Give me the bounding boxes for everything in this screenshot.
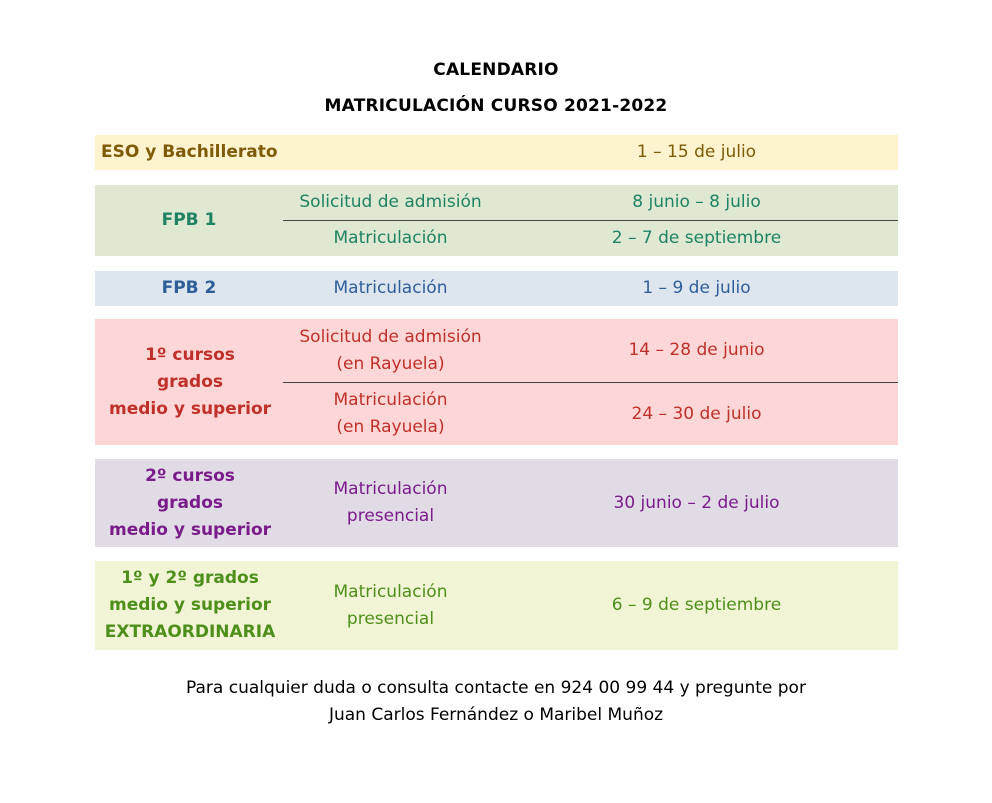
- grados2-date: 30 junio – 2 de julio: [613, 492, 780, 513]
- footer-line: Juan Carlos Fernández o Maribel Muñoz: [328, 705, 664, 725]
- contact-footer: [0, 675, 992, 729]
- grados1-label-admision: [283, 319, 498, 382]
- extra-label: [283, 561, 498, 650]
- row-grados-segundo-curso: [95, 459, 898, 547]
- label-line: (en Rayuela): [336, 353, 445, 374]
- row-eso-bachillerato: [95, 135, 898, 170]
- label-line: Matriculación: [333, 390, 448, 410]
- extra-name: [95, 561, 285, 650]
- page-title: CALENDARIO: [433, 60, 559, 80]
- eso-name: ESO y Bachillerato: [101, 142, 278, 162]
- grados1-date-matricula: 24 – 30 de julio: [631, 403, 762, 424]
- grados2-name-line: grados: [157, 492, 223, 513]
- grados2-label: [283, 459, 498, 547]
- label-line: presencial: [346, 608, 435, 629]
- extra-date: 6 – 9 de septiembre: [611, 595, 782, 615]
- grados1-name-line: medio y superior: [108, 398, 272, 419]
- fpb1-label-admision: Solicitud de admisión: [299, 192, 482, 212]
- row-fpb1: [95, 185, 898, 256]
- row-fpb2: [95, 271, 898, 306]
- label-line: Matriculación: [333, 479, 448, 499]
- extra-name-line: EXTRAORDINARIA: [104, 622, 276, 642]
- grados2-name: [95, 459, 285, 547]
- grados1-name: [95, 319, 285, 445]
- fpb1-name: FPB 1: [161, 210, 217, 230]
- grados1-date-admision: 14 – 28 de junio: [628, 340, 765, 360]
- fpb2-name: FPB 2: [161, 278, 217, 298]
- fpb2-label: Matriculación: [333, 278, 448, 298]
- label-line: presencial: [346, 506, 435, 526]
- fpb1-date-admision: 8 junio – 8 julio: [632, 192, 761, 212]
- footer-line: Para cualquier duda o consulta contacte en 924 00 99 44 y pregunte por: [186, 678, 806, 698]
- fpb1-label-matricula: Matriculación: [333, 228, 448, 248]
- grados1-label-matricula: [283, 383, 498, 445]
- row-extraordinaria: [95, 561, 898, 650]
- label-line: Solicitud de admisión: [299, 326, 482, 347]
- grados1-name-line: grados: [157, 371, 223, 392]
- grados1-name-line: 1º cursos: [145, 344, 235, 365]
- eso-date: 1 – 15 de julio: [636, 142, 757, 162]
- fpb1-date-matricula: 2 – 7 de septiembre: [611, 228, 782, 248]
- fpb2-date: 1 – 9 de julio: [642, 278, 751, 298]
- label-line: Matriculación: [333, 581, 448, 602]
- grados2-name-line: medio y superior: [108, 519, 272, 540]
- grados2-name-line: 2º cursos: [145, 465, 235, 486]
- page-subtitle: MATRICULACIÓN CURSO 2021-2022: [324, 96, 668, 116]
- extra-name-line: 1º y 2º grados: [121, 568, 259, 588]
- label-line: (en Rayuela): [336, 417, 445, 437]
- extra-name-line: medio y superior: [108, 595, 272, 615]
- row-grados-primer-curso: [95, 319, 898, 445]
